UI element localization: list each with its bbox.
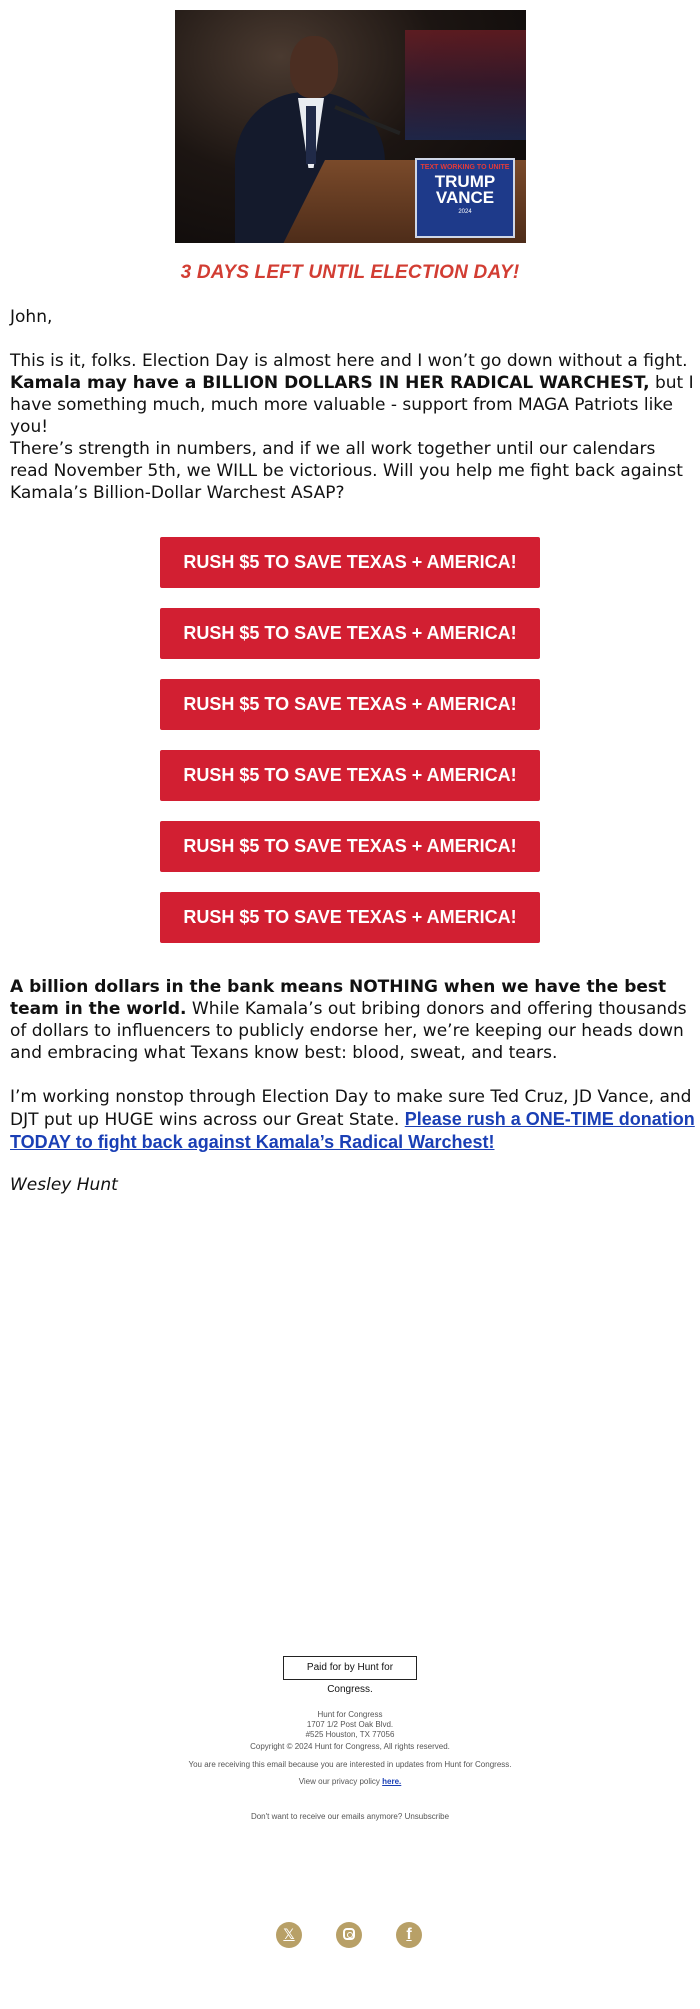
hero-crowd-background xyxy=(405,30,526,140)
unsubscribe-text: Don't want to receive our emails anymore? xyxy=(250,1812,403,1821)
footer-address xyxy=(0,1710,700,1740)
donate-button[interactable]: RUSH $5 TO SAVE TEXAS + AMERICA! xyxy=(160,892,540,943)
footer-privacy xyxy=(0,1777,700,1787)
donate-button[interactable]: RUSH $5 TO SAVE TEXAS + AMERICA! xyxy=(160,750,540,801)
footer-reason: You are receiving this email because you are interested in updates from Hunt for Congress. xyxy=(188,1760,512,1769)
privacy-link[interactable]: here. xyxy=(382,1777,402,1786)
paragraph-1-text: This is it, folks. Election Day is almost here and I won’t go down without a fight. xyxy=(10,351,688,371)
paragraph-3-tail: While Kamala’s out bribing donors and offering thousands of dollars to influencers to publicly endorse her, we’re keeping our heads down and embracing what Texans know best: blood, sweat, and tears. xyxy=(10,999,687,1063)
donate-button[interactable]: RUSH $5 TO SAVE TEXAS + AMERICA! xyxy=(160,608,540,659)
hero-podium-sign xyxy=(415,158,515,238)
facebook-icon[interactable]: f xyxy=(396,1922,422,1948)
greeting: John, xyxy=(10,307,53,327)
footer-address-line2: #525 Houston, TX 77056 xyxy=(305,1730,395,1739)
x-icon[interactable]: 𝕏 xyxy=(276,1922,302,1948)
donate-button[interactable]: RUSH $5 TO SAVE TEXAS + AMERICA! xyxy=(160,679,540,730)
paragraph-4-text: I’m working nonstop through Election Day to make sure Ted Cruz, JD Vance, and DJT put up HUGE wins across our Great State. xyxy=(10,1087,692,1130)
paragraph-3 xyxy=(10,976,695,1064)
cta-button-list xyxy=(160,537,540,963)
hero-speaker-head xyxy=(290,36,338,98)
countdown-headline: 3 DAYS LEFT UNTIL ELECTION DAY! xyxy=(180,262,520,283)
footer-org: Hunt for Congress xyxy=(317,1710,383,1719)
paragraph-1-bold: Kamala may have a BILLION DOLLARS IN HER RADICAL WARCHEST, xyxy=(10,373,650,393)
paragraph-1 xyxy=(10,350,695,438)
social-links xyxy=(276,1922,426,1950)
hero-image xyxy=(175,10,526,243)
footer-address-line1: 1707 1/2 Post Oak Blvd. xyxy=(306,1720,394,1729)
unsubscribe-link[interactable]: Unsubscribe xyxy=(404,1812,450,1821)
privacy-text: View our privacy policy xyxy=(298,1777,380,1786)
hero-sign-year: 2024 xyxy=(458,209,472,215)
instagram-icon[interactable] xyxy=(336,1922,362,1948)
donate-button[interactable]: RUSH $5 TO SAVE TEXAS + AMERICA! xyxy=(160,821,540,872)
hero-sign-top: TEXT WORKING TO UNITE xyxy=(420,164,510,171)
paragraph-2: There’s strength in numbers, and if we all work together until our calendars read November 5th, we WILL be victorious. Will you help me fight back against Kamala’s Billion-Dollar Warchest ASAP? xyxy=(10,439,683,503)
paid-for-disclaimer: Paid for by Hunt for Congress. xyxy=(283,1656,417,1680)
paragraph-4 xyxy=(10,1086,695,1154)
paragraph-1-tail: but I have something much, much more valuable - support from MAGA Patriots like you! xyxy=(10,373,694,437)
donate-inline-link[interactable]: Please rush a ONE-TIME donation TODAY to fight back against Kamala’s Radical Warchest! xyxy=(10,1109,695,1152)
hero-speaker-tie xyxy=(306,106,316,164)
paragraph-3-bold: A billion dollars in the bank means NOTHING when we have the best team in the world. xyxy=(10,977,667,1019)
footer-unsubscribe xyxy=(0,1812,700,1822)
hero-sign-main: TRUMP VANCE xyxy=(434,172,496,207)
signature: Wesley Hunt xyxy=(10,1175,118,1195)
donate-button[interactable]: RUSH $5 TO SAVE TEXAS + AMERICA! xyxy=(160,537,540,588)
footer-copyright: Copyright © 2024 Hunt for Congress, All rights reserved. xyxy=(250,1742,450,1751)
